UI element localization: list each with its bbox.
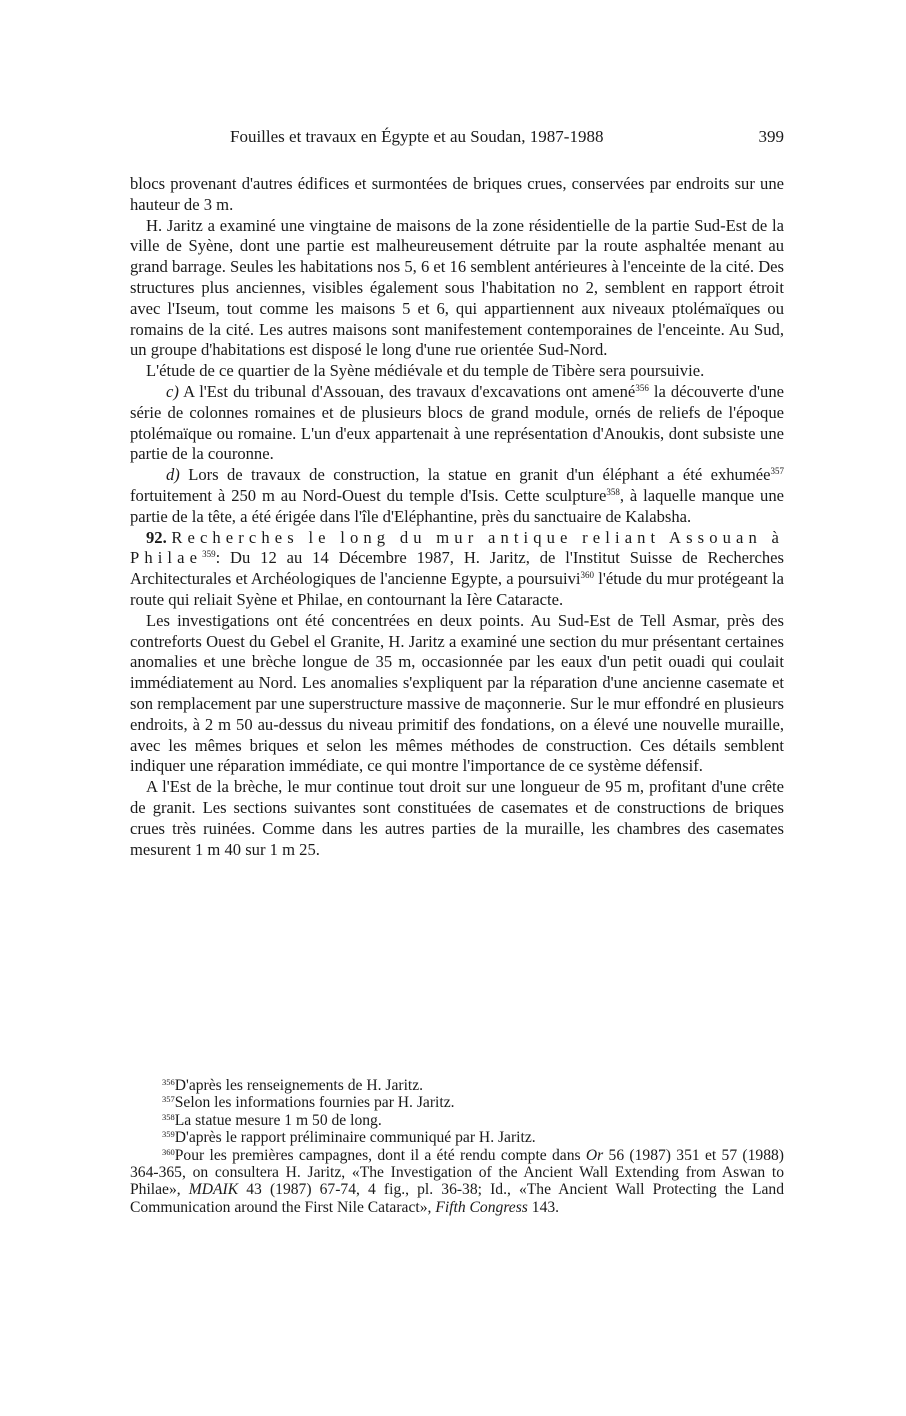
running-title: Fouilles et travaux en Égypte et au Soudan, 1987-1988: [230, 127, 604, 146]
paragraph: blocs provenant d'autres édifices et surmontées de briques crues, conservées par endroits sur une hauteur de 3 m.: [130, 174, 784, 214]
footnote-text: Pour les premières campagnes, dont il a été rendu compte dans: [174, 1146, 586, 1164]
footnote-number: 357: [162, 1094, 175, 1105]
text-run: la découverte d'une série de colonnes romaines et de plusieurs blocs de grand module, ornés de reliefs de l'époque ptolémaïque ou romaine. L'un d'eux appartenait à une représentation d'Anoukis, dont subsiste une partie de la couronne.: [130, 381, 785, 464]
footnote-ref[interactable]: 357: [770, 466, 784, 477]
paragraph: H. Jaritz a examiné une vingtaine de maisons de la zone résidentielle de la partie Sud-Est de la ville de Syène, dont une partie est malheureusement détruite par la route asphaltée menant au grand barrage. Seules les habitations nos 5, 6 et 16 semblent antérieures à l'enceinte de la cité. Des structures plus anciennes, visibles également sous l'habitation no 2, semblent en rapport étroit avec l'Iseum, tout comme les maisons 5 et 6, qui appartiennent aux niveaux ptolémaïques ou romains de la cité. Les autres maisons sont manifestement contemporaines de l'enceinte. Au Sud, un groupe d'habitations est disposé le long d'une rue orientée Sud-Nord.: [130, 215, 784, 360]
footnote-359: [130, 1129, 784, 1146]
publication-title: Fifth Congress: [435, 1198, 528, 1216]
text-run: Lors de travaux de construction, la statue en granit d'un éléphant a été exhumée: [188, 465, 771, 485]
footnote-ref[interactable]: 359: [202, 549, 216, 560]
footnotes: [130, 1077, 784, 1216]
section-heading: Recherches le long du mur antique reliant Assouan à Philae: [130, 527, 784, 568]
footnote-356: [130, 1077, 784, 1094]
footnote-text: 143.: [527, 1198, 560, 1216]
footnote-358: [130, 1112, 784, 1129]
text-run: , à laquelle manque une partie de la tête, a été érigée dans l'île d'Eléphantine, près du sanctuaire de Kalabsha.: [130, 485, 784, 526]
paragraph: L'étude de ce quartier de la Syène médiévale et du temple de Tibère sera poursuivie.: [146, 361, 705, 381]
footnote-text: D'après le rapport préliminaire communiqué par H. Jaritz.: [174, 1129, 536, 1147]
footnote-360: [130, 1147, 784, 1217]
footnote-number: 360: [162, 1146, 175, 1157]
paragraph: A l'Est de la brèche, le mur continue tout droit sur une longueur de 95 m, profitant d'une crête de granit. Les sections suivantes sont constituées de casemates et de constructions de briques crues très ruinées. Comme dans les autres parties de la muraille, les chambres des casemates mesurent 1 m 40 sur 1 m 25.: [130, 777, 784, 859]
section-number: 92.: [146, 527, 167, 547]
journal-abbrev: MDAIK: [188, 1181, 239, 1199]
footnote-ref[interactable]: 358: [606, 486, 620, 497]
text-run: fortuitement à 250 m au Nord-Ouest du temple d'Isis. Cette sculpture: [130, 485, 607, 505]
footnote-ref[interactable]: 360: [580, 570, 594, 581]
paragraph: Les investigations ont été concentrées en deux points. Au Sud-Est de Tell Asmar, près des contreforts Ouest du Gebel el Granite, H. Jaritz a examiné une section du mur présentant certaines anomalies et une brèche longue de 35 m, occasionnée par les eaux d'un petit ouadi qui coulait immédiatement au Nord. Les anomalies s'expliquent par la réparation d'une ancienne casemate et son remplacement par une superstructure massive de maçonnerie. Sur le mur effondré en plusieurs endroits, à 2 m 50 au-dessus du niveau primitif des fondations, on a élevé une nouvelle muraille, avec les mêmes briques et selon les mêmes méthodes de construction. Ces détails semblent indiquer une réparation immédiate, ce qui montre l'importance de ce système défensif.: [130, 610, 785, 776]
footnote-text: 43 (1987) 67-74, 4 fig., pl. 36-38; Id., «The Ancient Wall Protecting the Land Communication around the First Nile Cataract»,: [130, 1181, 784, 1216]
paragraph-c: [130, 382, 784, 465]
text-run: l'étude du mur protégeant la route qui reliait Syène et Philae, en contournant la Ière Cataracte.: [130, 569, 784, 609]
section-92-paragraph: [130, 528, 784, 611]
footnote-number: 356: [162, 1077, 175, 1087]
footnote-number: 358: [162, 1111, 175, 1122]
footnote-text: D'après les renseignements de H. Jaritz.: [174, 1077, 424, 1094]
footnote-text: Selon les informations fournies par H. Jaritz.: [174, 1094, 455, 1112]
item-label: d): [166, 465, 180, 485]
footnote-number: 359: [162, 1129, 175, 1140]
footnote-357: [130, 1094, 784, 1111]
item-label: c): [166, 381, 179, 401]
journal-abbrev: Or: [585, 1146, 604, 1164]
page-number: 399: [758, 127, 784, 146]
footnote-text: La statue mesure 1 m 50 de long.: [174, 1111, 382, 1129]
footnote-text: 56 (1987) 351 et 57 (1988) 364-365, on consultera H. Jaritz, «The Investigation of the Ancient Wall Extending from Aswan to Philae»,: [130, 1146, 784, 1199]
footnote-ref[interactable]: 356: [635, 382, 649, 393]
paragraph-d: [130, 465, 784, 527]
text-run: : Du 12 au 14 Décembre 1987, H. Jaritz, de l'Institut Suisse de Recherches Architecturales et Archéologiques de l'ancienne Egypte, a poursuivi: [130, 548, 784, 589]
text-run: A l'Est du tribunal d'Assouan, des travaux d'excavations ont amené: [183, 381, 636, 401]
body-text: [130, 174, 784, 860]
